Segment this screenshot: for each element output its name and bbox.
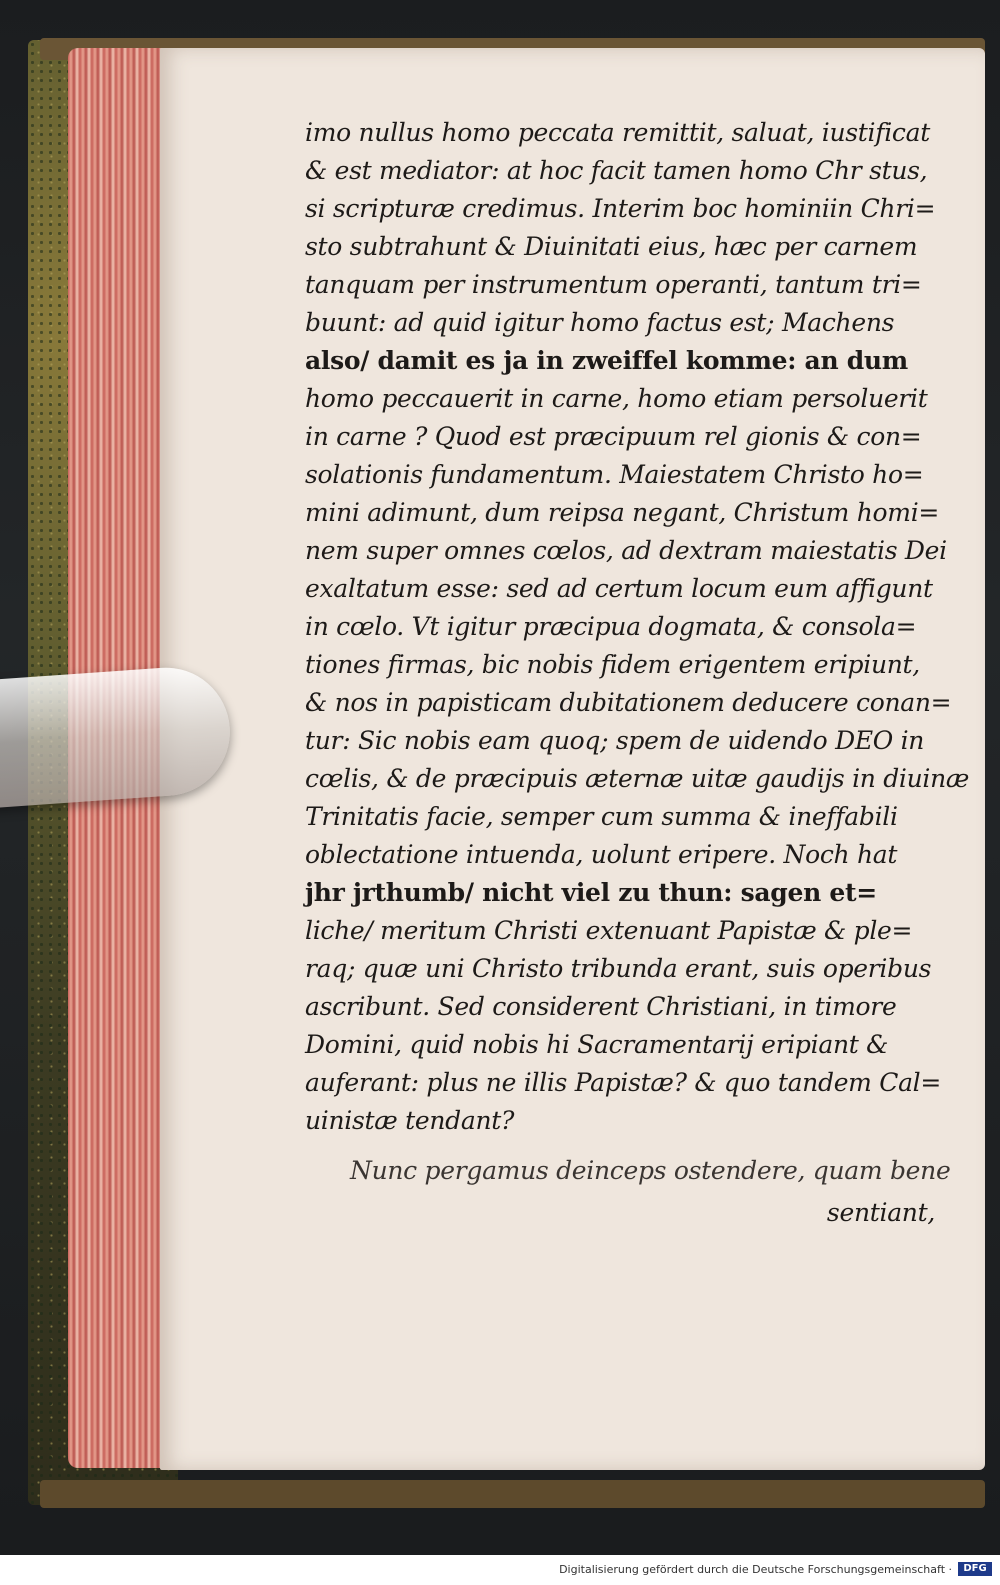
text-line-blackletter: jhr jrthumb/ nicht viel zu thun: sagen et= bbox=[305, 878, 877, 907]
book-page bbox=[160, 48, 985, 1470]
text-line: sto subtrahunt & Diuinitati eius, hæc per carnem bbox=[305, 232, 918, 261]
text-line: buunt: ad quid igitur homo factus est; Machens bbox=[305, 308, 895, 337]
text-line: liche/ meritum Christi extenuant Papistæ & ple= bbox=[305, 916, 913, 945]
text-line-blackletter: also/ damit es ja in zweiffel komme: an dum bbox=[305, 346, 908, 375]
text-line: in cœlo. Vt igitur præcipua dogmata, & consola= bbox=[305, 612, 917, 641]
footer-credit: Digitalisierung gefördert durch die Deutsche Forschungsgemeinschaft · bbox=[559, 1563, 952, 1576]
text-line: Domini, quid nobis hi Sacramentarij eripiant & bbox=[305, 1030, 889, 1059]
text-line: auferant: plus ne illis Papistæ? & quo tandem Cal= bbox=[305, 1068, 942, 1097]
text-line: nem super omnes cœlos, ad dextram maiestatis Dei bbox=[305, 536, 947, 565]
text-line: Nunc pergamus deinceps ostendere, quam bene bbox=[350, 1156, 951, 1185]
text-line: cœlis, & de præcipuis æternæ uitæ gaudijs in diuinæ bbox=[305, 764, 970, 793]
book-spine-bottom bbox=[40, 1480, 985, 1508]
text-line: tanquam per instrumentum operanti, tantum tri= bbox=[305, 270, 922, 299]
text-line: imo nullus homo peccata remittit, saluat, iustificat bbox=[305, 118, 930, 147]
text-line: oblectatione intuenda, uolunt eripere. Noch hat bbox=[305, 840, 898, 869]
text-line: ascribunt. Sed considerent Christiani, in timore bbox=[305, 992, 897, 1021]
dfg-logo-icon: DFG bbox=[958, 1562, 992, 1576]
text-line: in carne ? Quod est præcipuum rel gionis & con= bbox=[305, 422, 922, 451]
text-line: & est mediator: at hoc facit tamen homo Chr stus, bbox=[305, 156, 928, 185]
text-line: exaltatum esse: sed ad certum locum eum affigunt bbox=[305, 574, 933, 603]
text-line: si scripturæ credimus. Interim boc hominiin Chri= bbox=[305, 194, 936, 223]
text-line: raq; quæ uni Christo tribunda erant, suis operibus bbox=[305, 954, 932, 983]
text-line: tur: Sic nobis eam quoq; spem de uidendo DEO in bbox=[305, 726, 925, 755]
catchword: sentiant, bbox=[826, 1198, 935, 1227]
text-line: tiones firmas, bic nobis fidem erigentem eripiunt, bbox=[305, 650, 920, 679]
text-line: solationis fundamentum. Maiestatem Christo ho= bbox=[305, 460, 924, 489]
text-line: & nos in papisticam dubitationem deducere conan= bbox=[305, 688, 952, 717]
text-line: homo peccauerit in carne, homo etiam persoluerit bbox=[305, 384, 928, 413]
text-line: uinistæ tendant? bbox=[305, 1106, 515, 1135]
text-line: mini adimunt, dum reipsa negant, Christum homi= bbox=[305, 498, 940, 527]
text-line: Trinitatis facie, semper cum summa & ineffabili bbox=[305, 802, 898, 831]
